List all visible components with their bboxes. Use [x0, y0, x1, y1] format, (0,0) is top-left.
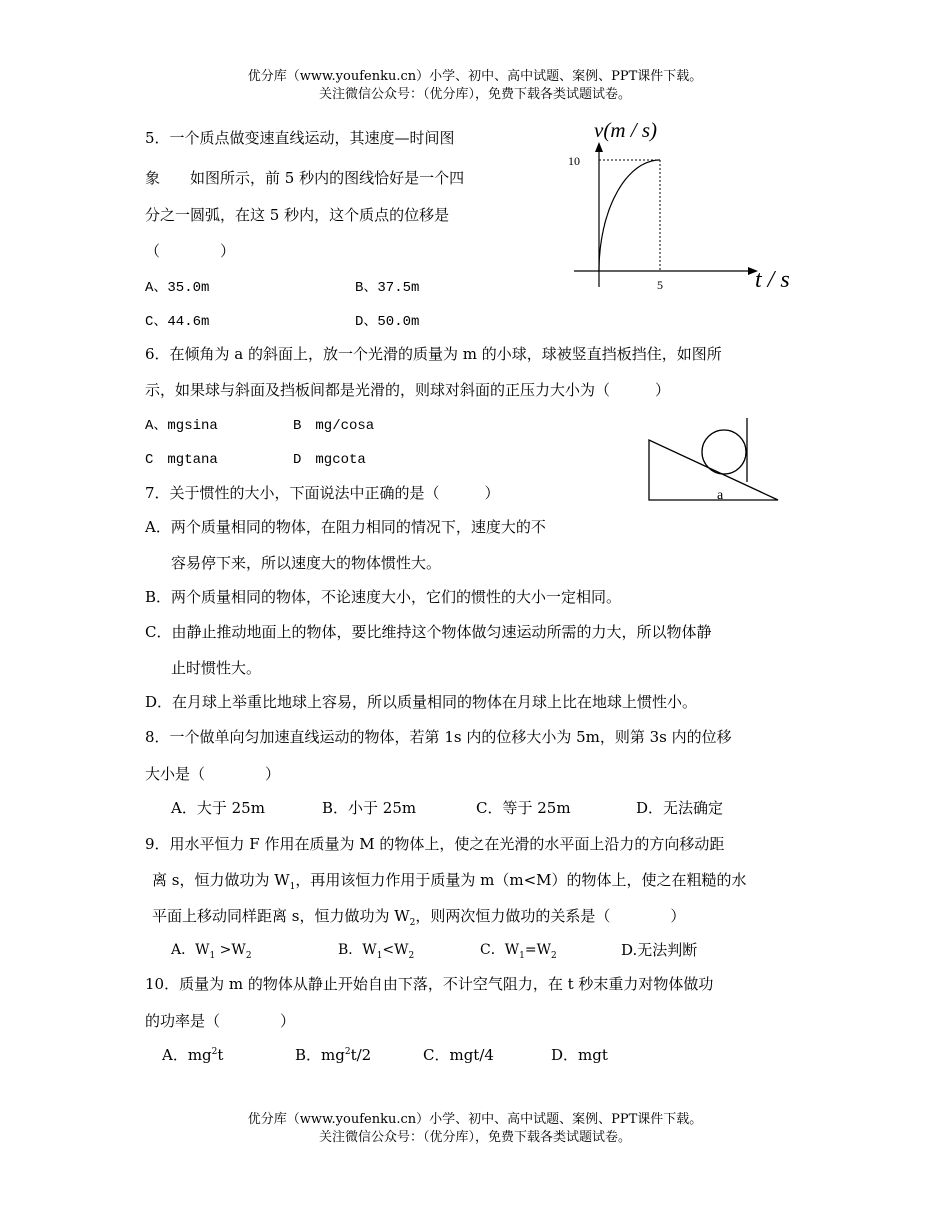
q9-option-a: A．$W_1 >W_2$: [171, 942, 252, 961]
y-axis-label: v(m / s): [594, 118, 657, 142]
q9-line2-part1: 离 s，恒力做功为 W: [152, 871, 290, 889]
q5-option-c: C、44.6m: [145, 314, 210, 330]
q8-option-d: D．无法确定: [636, 799, 724, 817]
q8-option-b: B．小于 25m: [322, 799, 417, 817]
q7-option-a-line2: 容易停下来，所以速度大的物体惯性大。: [171, 554, 442, 572]
q7-option-c-line1: C．由静止推动地面上的物体，要比维持这个物体做匀速运动所需的力大，所以物体静: [145, 623, 712, 641]
q6-stem-line1: 6．在倾角为 a 的斜面上，放一个光滑的质量为 m 的小球，球被竖直挡板挡住，如图所: [145, 345, 722, 363]
q9-line2-part2: ，再用该恒力作用于质量为 m（m<M）的物体上，使之在粗糙的水: [295, 871, 747, 889]
q6-option-d: D mgcota: [293, 452, 366, 468]
velocity-arc: [599, 160, 660, 271]
q7-option-d: D．在月球上举重比地球上容易，所以质量相同的物体在月球上比在地球上惯性小。: [145, 693, 698, 711]
q5-stem-line3: 分之一圆弧，在这 5 秒内，这个质点的位移是: [145, 206, 450, 224]
q7-stem: 7．关于惯性的大小，下面说法中正确的是（ ）: [145, 484, 500, 502]
q10-stem-line1: 10．质量为 m 的物体从静止开始自由下落，不计空气阻力，在 t 秒末重力对物体做功: [145, 975, 714, 993]
q10-option-c: C．mgt/4: [423, 1046, 494, 1064]
q6-option-c: C mgtana: [145, 452, 218, 468]
q10-option-a: A．$mg^2t$: [162, 1046, 224, 1064]
q9-stem-line1: 9．用水平恒力 F 作用在质量为 M 的物体上，使之在光滑的水平面上沿力的方向移动距: [145, 835, 725, 853]
q9-option-b: B．$W_1<W_2$: [338, 942, 415, 961]
q7-option-a-line1: A．两个质量相同的物体，在阻力相同的情况下，速度大的不: [145, 518, 546, 536]
q9-line3-part1: 平面上移动同样距离 s，恒力做功为 W: [152, 907, 410, 925]
q9-option-c: C．$W_1=W_2$: [480, 942, 557, 961]
q10-stem-line2: 的功率是（ ）: [145, 1012, 296, 1030]
q6-option-b: B mg/cosa: [293, 418, 375, 434]
q5-answer-blank: （ ）: [145, 242, 236, 260]
q5-option-b: B、37.5m: [355, 280, 420, 296]
q10-option-d: D．mgt: [551, 1046, 608, 1064]
q9-stem-line2: [152, 869, 747, 892]
q9-stem-line3: [152, 905, 685, 928]
q9-line2-sub: 1: [289, 882, 296, 892]
y-axis-arrow: [595, 142, 603, 152]
page-footer-line1: 优分库（www.youfenku.cn）小学、初中、高中试题、案例、PPT课件下载。: [247, 1112, 703, 1127]
page-header-line2: 关注微信公众号：（优分库），免费下载各类试题试卷。: [318, 87, 631, 102]
page-footer-line2: 关注微信公众号：（优分库），免费下载各类试题试卷。: [318, 1130, 631, 1145]
q9-line3-sub: 2: [409, 918, 416, 928]
q9-option-d: D.无法判断: [621, 941, 698, 959]
x-tick-5: 5: [657, 278, 663, 292]
incline-triangle: [649, 440, 778, 500]
y-tick-10: 10: [568, 154, 580, 168]
angle-label: a: [717, 488, 724, 503]
q10-option-b: B．$mg^2t/2$: [295, 1046, 372, 1064]
q6-option-a: A、mgsina: [145, 418, 218, 434]
q8-option-c: C．等于 25m: [476, 799, 571, 817]
ball: [702, 430, 746, 474]
velocity-time-graph: [560, 112, 810, 302]
q8-stem-line1: 8．一个做单向匀加速直线运动的物体，若第 1s 内的位移大小为 5m，则第 3s 内的位移: [145, 728, 732, 746]
q8-stem-line2: 大小是（ ）: [145, 765, 281, 783]
q7-option-c-line2: 止时惯性大。: [171, 659, 262, 677]
x-axis-label: t / s: [755, 267, 790, 293]
q5-option-d: D、50.0m: [355, 314, 420, 330]
q6-stem-line2: 示，如果球与斜面及挡板间都是光滑的，则球对斜面的正压力大小为（ ）: [145, 381, 671, 399]
q9-line3-part2: ，则两次恒力做功的关系是（ ）: [415, 907, 686, 925]
q5-option-a: A、35.0m: [145, 280, 210, 296]
q7-option-b: B．两个质量相同的物体，不论速度大小，它们的惯性的大小一定相同。: [145, 588, 622, 606]
q5-stem-line1: 5．一个质点做变速直线运动，其速度—时间图: [145, 129, 455, 147]
incline-figure: [640, 410, 790, 510]
q8-option-a: A．大于 25m: [171, 799, 265, 817]
q5-stem-line2: 象 如图所示，前 5 秒内的图线恰好是一个四: [145, 169, 465, 187]
page-header-line1: 优分库（www.youfenku.cn）小学、初中、高中试题、案例、PPT课件下载。: [247, 69, 703, 84]
